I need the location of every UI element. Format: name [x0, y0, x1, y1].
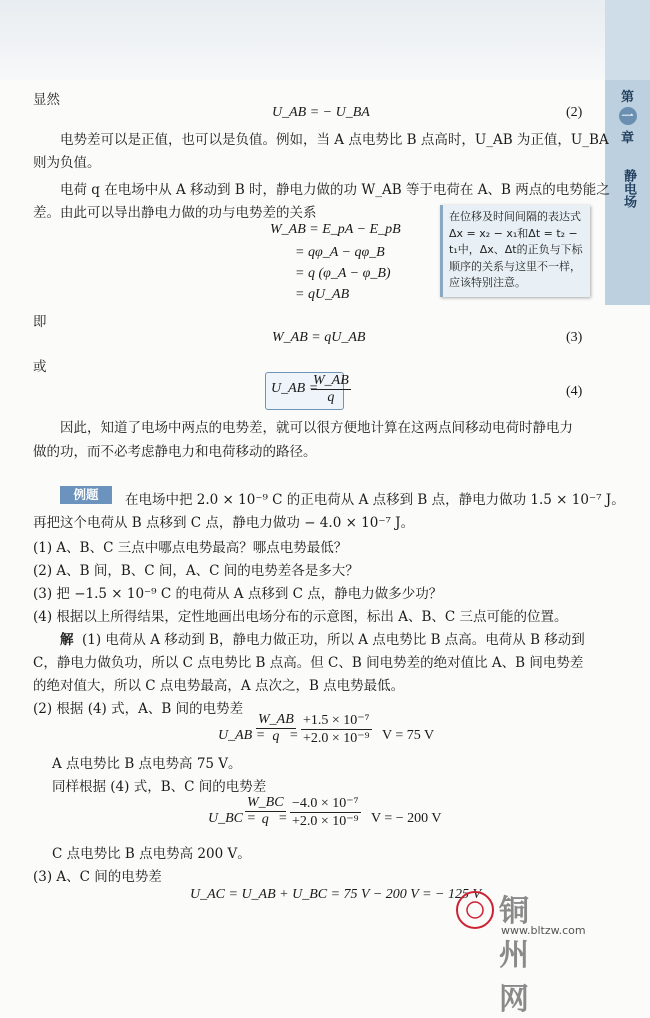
chapter-tab-top — [605, 0, 650, 80]
u-ab-lhs: U_AB = — [218, 728, 266, 743]
fraction-numerator: W_AB — [258, 712, 294, 727]
equation-number-2: (2) — [566, 105, 583, 120]
paragraph-line: 电荷 q 在电场中从 A 移动到 B 时，静电力做的功 W_AB 等于电荷在 A、B 两点的电势能之 — [60, 182, 610, 198]
example-tag: 例题 — [60, 486, 112, 504]
u-bc-result: V = − 200 V — [371, 811, 442, 826]
u-bc-lhs: U_BC = — [208, 811, 256, 826]
chapter-suffix: 章 — [620, 131, 634, 146]
solution-line: (3) A、C 间的电势差 — [33, 869, 162, 885]
equation-3: W_AB = qU_AB — [272, 330, 366, 345]
sub-question-1: (1) A、B、C 三点中哪点电势最高？哪点电势最低？ — [33, 540, 348, 556]
paragraph-line: 电势差可以是正值，也可以是负值。例如，当 A 点电势比 B 点高时，U_AB 为正值，U_BA — [60, 132, 609, 148]
u-bc-fraction-2 — [290, 795, 361, 830]
solution-line: 同样根据 (4) 式，B、C 间的电势差 — [52, 779, 267, 795]
text-line: 即 — [33, 314, 47, 330]
solution-line: (2) 根据 (4) 式，A、B 间的电势差 — [33, 701, 244, 717]
text-line: 显然 — [33, 92, 60, 108]
seal-icon — [455, 890, 495, 930]
paragraph-line: 则为负值。 — [33, 155, 101, 171]
solution-line: 的绝对值大，所以 C 点电势最高，A 点次之，B 点电势最低。 — [33, 678, 405, 694]
derivation-line-1: W_AB = E_pA − E_pB — [270, 222, 401, 237]
solution-line: A 点电势比 B 点电势高 75 V。 — [52, 756, 242, 772]
paragraph-line: 差。由此可以导出静电力做的功与电势差的关系 — [33, 205, 317, 221]
watermark-brand: 铜州网 — [499, 894, 529, 1017]
derivation-line-3: = q (φ_A − φ_B) — [295, 266, 391, 281]
fraction-denominator: +2.0 × 10⁻⁹ — [303, 731, 370, 746]
fraction-denominator: q — [327, 390, 335, 405]
equation-number-4: (4) — [566, 384, 583, 399]
u-ab-fraction-2 — [301, 712, 372, 747]
watermark-url: www.bltzw.com — [501, 924, 586, 937]
fraction-denominator: q — [272, 729, 280, 744]
equation-4-fraction — [311, 373, 351, 406]
sub-question-3: (3) 把 −1.5 × 10⁻⁹ C 的电荷从 A 点移到 C 点，静电力做多少功？ — [33, 586, 443, 602]
example-question: 再把这个电荷从 B 点移到 C 点，静电力做功 − 4.0 × 10⁻⁷ J。 — [33, 515, 415, 531]
u-ac-equation: U_AC = U_AB + U_BC = 75 V − 200 V = − 125 V — [190, 887, 482, 902]
derivation-line-4: = qU_AB — [295, 287, 350, 302]
chapter-title: 静电场 — [621, 168, 636, 208]
solution-line: C，静电力做负功，所以 C 点电势比 B 点高。但 C、B 间电势差的绝对值比 A、B 间电势差 — [33, 655, 584, 671]
fraction-denominator: q — [261, 812, 269, 827]
side-note-box: 在位移及时间间隔的表达式Δx = x₂ − x₁和Δt = t₂ − t₁中，Δx、Δt的正负与下标顺序的关系与这里不一样，应该特别注意。 — [440, 205, 590, 297]
paragraph-line: 因此，知道了电场中两点的电势差，就可以很方便地计算在这两点间移动电荷时静电力 — [60, 420, 573, 436]
equation-2: U_AB = − U_BA — [272, 105, 370, 120]
fraction-numerator: W_BC — [247, 795, 284, 810]
solution-label: 解 — [60, 632, 74, 648]
fraction-numerator: −4.0 × 10⁻⁷ — [292, 796, 359, 811]
text-line: 或 — [33, 359, 47, 375]
chapter-tab — [605, 80, 650, 305]
chapter-number: 一 — [619, 107, 637, 125]
sub-question-2: (2) A、B 间，B、C 间，A、C 间的电势差各是多大？ — [33, 563, 359, 579]
equation-number-3: (3) — [566, 330, 583, 345]
example-question: 在电场中把 2.0 × 10⁻⁹ C 的正电荷从 A 点移到 B 点，静电力做功 1.5 × 10⁻⁷ J。 — [125, 492, 625, 508]
fraction-numerator: +1.5 × 10⁻⁷ — [303, 713, 370, 728]
sub-question-4: (4) 根据以上所得结果，定性地画出电场分布的示意图，标出 A、B、C 三点可能的位置。 — [33, 609, 568, 625]
solution-line: (1) 电荷从 A 移动到 B，静电力做正功，所以 A 点电势比 B 点高。电荷从 B 移动到 — [82, 632, 585, 648]
equation-4-lhs: U_AB = — [271, 381, 319, 396]
paragraph-line: 做的功，而不必考虑静电力和电荷移动的路径。 — [33, 444, 317, 460]
page-header-band — [0, 0, 650, 80]
equals-sign: = — [278, 811, 288, 826]
fraction-numerator: W_AB — [313, 373, 349, 388]
chapter-prefix: 第 — [620, 90, 634, 105]
u-ab-result: V = 75 V — [382, 728, 435, 743]
solution-line: C 点电势比 B 点电势高 200 V。 — [52, 846, 251, 862]
derivation-line-2: = qφ_A − qφ_B — [295, 245, 385, 260]
fraction-denominator: +2.0 × 10⁻⁹ — [292, 814, 359, 829]
equals-sign: = — [289, 728, 299, 743]
